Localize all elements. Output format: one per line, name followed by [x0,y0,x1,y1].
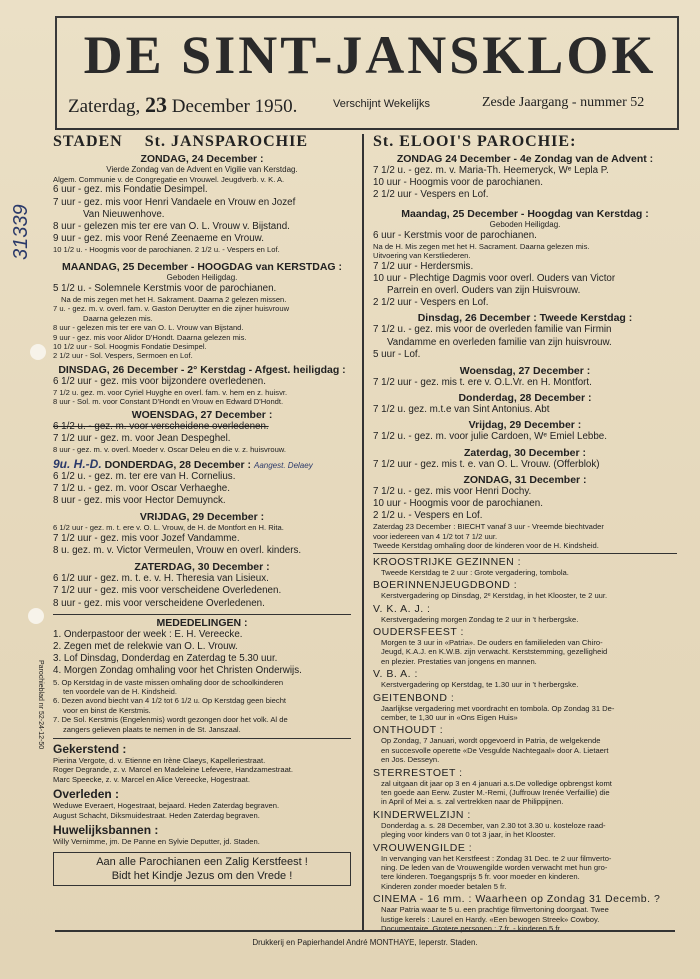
volume-number: Zesde Jaargang - nummer 52 [482,95,645,110]
mass-line: 7 1/2 u. - gez. m. voor Oscar Verhaeghe. [53,482,230,494]
mass-line: 10 1/2 u. - Hoogmis voor de parochianen. 2 1/2 u. - Vespers en Lof. [53,245,280,255]
association-line: Kerstvergadering morgen Zondag te 2 uur in 't herbergske. [381,614,579,624]
mass-line: 8 uur - Sol. m. voor Constant D'Hondt en Vrouw en Edward D'Hondt. [53,397,284,407]
association-line: Naar Patria waar te 5 u. een prachtige filmvertoning doorgaat. Twee [381,905,609,915]
greeting-line: Aan alle Parochianen een Zalig Kerstfeest ! [96,856,308,869]
mass-line: 2 1/2 uur - Vespers en Lof. [373,189,489,201]
association-line: Kinderen zonder moeder betalen 5 fr. [381,881,507,891]
day-heading: Woensdag, 27 December : [459,365,591,378]
greeting-line: Bidt het Kindje Jezus om den Vrede ! [111,870,293,883]
newspaper-title: DE SINT-JANSKLOK [83,25,657,85]
notice-line: 2. Zegen met de relekwie van O. L. Vrouw. [53,640,238,652]
mass-line: 9 uur - gez. mis voor René Zeenaeme en Vrouw. [53,233,264,245]
day-heading: ZONDAG, 31 December : [463,473,587,486]
association-heading: VROUWENGILDE : [373,841,473,854]
notice-line: voor en binst de Kerstmis. [63,705,151,715]
mass-line: 7 uur - gez. mis voor Henri Vandaele en Vrouw en Jozef [53,196,296,208]
mass-line: 8 uur - gez. mis voor verscheidene Overledenen. [53,597,265,609]
section-rule [53,738,351,739]
mass-line: 7 1/2 u. - gez. mis voor de overleden familie van Firmin [373,324,612,336]
day-heading: Donderdag, 28 December : [458,392,592,405]
handwritten-archive-number: 31339 [10,204,32,260]
left-header: STADEN St. JANSPAROCHIE [53,133,308,150]
baptisms-heading: Gekerstend : [53,741,127,756]
association-heading: STERRESTOET : [373,766,463,779]
printer-credit: Drukkerij en Papierhandel André MONTHAYE, Ieperstr. Staden. [252,938,478,947]
mass-line: 10 uur - Plechtige Dagmis voor overl. Ouders van Victor [373,272,616,284]
day-heading: VRIJDAG, 29 December : [139,511,265,524]
mass-line: 6 1/2 u. - gez. m. ter ere van H. Cornelius. [53,470,236,482]
notice-line: 3. Lof Dinsdag, Donderdag en Zaterdag te 5.30 uur. [53,653,278,665]
note-line: Uitvoering van Kerstliederen. [373,251,471,261]
mass-line: 8 uur - gez. mis voor Hector Demuynck. [53,495,226,507]
mass-line: 6 1/2 uur - gez. m. t. ere v. O. L. Vrouw, de H. de Montfort en H. Rita. [53,523,284,533]
notice-line: 5. Op Kerstdag in de vaste missen omhaling door de schoolkinderen [53,677,284,687]
day-heading: DINSDAG, 26 December - 2° Kerstdag - Afgest. heiligdag : [58,363,346,376]
association-line: Jeugd, K.A.J. en K.W.B. zijn verwacht. Kerststemming, gezelligheid [381,647,608,657]
record-line: Marc Speecke, z. v. Marcel en Alice Vereecke, Hogestraat. [53,774,250,784]
side-edition-note: Parochieblad nr 52-24-12-50 [37,660,44,750]
note-line: Tweede Kerstdag omhaling door de kinderen voor de H. Kindsheid. [373,541,599,551]
association-heading: KINDERWELZIJN : [373,808,471,821]
note-line: Geboden Heiligdag. [166,272,238,282]
day-heading: Maandag, 25 December - Hoogdag van Kerstdag : [401,207,649,220]
day-heading: Vrijdag, 29 December : [468,419,582,432]
right-column-st-elooi [373,133,677,933]
association-heading: GEITENBOND : [373,691,455,704]
association-heading: ONTHOUDT : [373,724,444,737]
mass-line: 7 1/2 uur - gez. mis voor verscheidene Overledenen. [53,585,282,597]
association-line: ten goede aan Eerw. Zuster M.-Remi, (Juffrouw Irenée Verfaillie) die [381,787,610,797]
association-heading: KROOSTRIJKE GEZINNEN : [373,555,522,568]
mass-line: 7 1/2 u. - gez. mis voor Henri Dochy. [373,485,532,497]
mass-line: 7 1/2 u. gez. m.t.e van Sint Antonius. Abt [373,404,550,416]
mass-line: 8 uur - gelezen mis ter ere van O. L. Vrouw v. Bijstand. [53,221,290,233]
association-heading: V. B. A. : [373,668,418,681]
association-line: tere kinderen. Toegangsprijs 5 fr. voor moeder en kinderen. [381,872,580,882]
mass-line: 8 uur - gez. m. v. overl. Moeder v. Oscar Deleu en die v. z. huisvrouw. [53,445,286,455]
issue-date: Zaterdag, 23 December 1950. [68,92,298,117]
note-line: Geboden Heiligdag. [489,219,561,229]
day-heading: ZONDAG 24 December - 4e Zondag van de Advent : [396,153,654,165]
association-line: en Jos. Desseyn. [381,755,440,765]
mass-line: 7 1/2 uur - gez. mis t. ere v. O.L.Vr. en H. Montfort. [373,377,592,389]
mass-line: 6 1/2 uur - gez. mis voor bijzondere overledenen. [53,375,266,387]
record-line: Weduwe Everaert, Hogestraat, bejaard. Heden Zaterdag begraven. [53,801,280,811]
dateline [68,92,668,118]
association-line: ning. De leden van de Vrouwengilde worden verwacht met hun gro- [381,863,608,872]
association-line: en plezier. Prestaties van jongens en mannen. [381,656,537,666]
mass-line: 2 1/2 uur - Vespers en Lof. [373,297,489,309]
notice-line: zangers gelieven plaats te nemen in de St. Janszaal. [63,724,241,734]
association-heading: OUDERSFEEST : [373,625,464,638]
mass-line: Van Nieuwenhove. [83,208,165,220]
note-line: voor iedereen van 4 1/2 tot 7 1/2 uur. [373,531,498,541]
association-line: Documentaire. Grotere personen : 7 fr. - kinderen 5 fr. [381,924,562,934]
association-line: lustige kerels : Laurel en Hardy. «Een bewogen Streek» Cowboy. [381,914,600,924]
mass-line: 8 uur - gelezen mis ter ere van O. L. Vrouw van Bijstand. [53,323,244,333]
record-line: Pierina Vergote, d. v. Etienne en Irène Claeys, Kapelleriestraat. [53,755,266,765]
column-separator [362,134,364,930]
note-line: Daarna gelezen mis. [83,313,153,323]
mass-line: 7 1/2 uur - gez. mis voor Jozef Vandamme. [53,532,240,544]
association-heading: BOERINNENJEUGDBOND : [373,579,518,592]
banns-heading: Huwelijksbannen : [53,823,159,838]
notice-line: 4. Morgen Zondag omhaling voor het Christen Onderwijs. [53,665,302,677]
association-line: Jaarlijkse vergadering met voordracht en tombola. Op Zondag 31 De- [381,703,615,713]
association-line: Kerstvergadering op Kerstdag, te 1.30 uur in 't herbergske. [381,680,579,690]
day-heading-annotated: 9u. H.-D. DONDERDAG, 28 December : Aangest. Delaey [53,456,313,471]
punch-hole-bottom [28,608,44,624]
association-line: Donderdag a. s. 28 December, van 2.30 tot 3.30 u. kosteloze raad- [381,820,606,830]
mass-line: 8 u. gez. m. v. Victor Vermeulen, Vrouw en overl. kinders. [53,544,302,556]
mass-line: 7 1/2 uur - Herdersmis. [373,260,474,272]
association-heading: V. K. A. J. : [373,602,431,615]
mass-line: 2 1/2 u. - Vespers en Lof. [373,510,483,522]
mass-line: Parrein en overl. Ouders van zijn Huisvrouw. [387,285,581,297]
frequency-label: Verschijnt Wekelijks [333,98,430,110]
mass-line: 7 u. - gez. m. v. overl. fam. v. Gaston Deruytter en die zijner huisvrouw [53,304,290,314]
mass-line: Vandamme en overleden familie van zijn huisvrouw. [387,336,612,348]
association-line: en succesvolle operette «De Vesgulde Nachtegaal» door A. Lietaert [381,745,609,755]
mass-line: 7 1/2 u. gez. m. voor Cyriel Huyghe en overl. fam. v. hem en z. huisvr. [53,388,288,398]
notice-line: 1. Onderpastoor der week : E. H. Vereecke. [53,628,243,640]
association-notices [373,556,677,934]
record-line: Willy Vernimme, jm. De Panne en Sylvie Deputter, jd. Staden. [53,837,260,847]
association-line: Morgen te 3 uur in «Patria». De ouders en familieleden van Chiro- [381,637,603,647]
deceased-heading: Overleden : [53,787,120,802]
association-line: Kerstvergadering op Dinsdag, 2ᵉ Kerstdag, in het Klooster, te 2 uur. [381,591,608,601]
day-heading: ZONDAG, 24 December : [140,153,264,165]
day-heading: WOENSDAG, 27 December : [131,408,273,421]
mass-line: 6 uur - Kerstmis voor de parochianen. [373,229,537,241]
day-heading: Zaterdag, 30 December : [464,446,586,459]
section-rule [373,553,677,554]
mass-line: 6 uur - gez. mis Fondatie Desimpel. [53,184,208,196]
footer-rule [55,930,675,932]
mass-line: 5 uur - Lof. [373,348,421,360]
mass-line: 7 1/2 uur - gez. m. voor Jean Despeghel. [53,433,231,445]
association-line: in April of Mei a. s. zal vertrekken naar de Philippijnen. [381,797,564,807]
mass-line: 10 1/2 uur - Sol. Hoogmis Fondatie Desimpel. [53,342,207,352]
note-line: Na de mis zegen met het H. Sakrament. Daarna 2 gelezen missen. [61,295,287,305]
notice-line: ten voordele van de H. Kindsheid. [63,686,177,696]
note-line: Na de H. Mis zegen met het H. Sacrament. Daarna gelezen mis. [373,241,590,251]
association-line: pleging voor kinders van 0 tot 3 jaar, in het Klooster. [381,830,556,840]
association-line: In vervanging van het Kerstfeest : Zondag 31 Dec. te 2 uur filmverto- [381,853,612,863]
notice-line: 7. De Sol. Kerstmis (Engelenmis) wordt gezongen door het volk. Al de [53,715,288,725]
mass-line: 5 1/2 u. - Solemnele Kerstmis voor de parochianen. [53,282,277,294]
association-line: zal uitgaan dit jaar op 3 en 4 januari a.s.De volledige opbrengst komt [381,778,612,788]
punch-hole-top [30,344,46,360]
mass-line: 7 1/2 u. - gez. m. voor julie Cardoen, Wᵉ Emiel Lebbe. [373,431,607,443]
day-heading: MAANDAG, 25 December - HOOGDAG van KERSTDAG : [61,260,343,273]
notices-heading: MEDEDELINGEN : [156,616,248,629]
association-heading: CINEMA - 16 mm. : Waarheen op Zondag 31 Decemb. ? [373,893,661,906]
struck-mass-line: 6 1/2 u. - gez. m. voor verscheidene overledenen. [53,420,269,432]
association-line: Op Zondag, 7 Januari, wordt opgevoerd in Patria, de welgekende [381,736,601,746]
mass-line: 10 uur - Hoogmis voor de parochianen. [373,177,543,189]
notice-line: 6. Dezen avond biecht van 4 1/2 tot 6 1/2 u. Op Kerstdag geen biecht [53,696,287,706]
section-rule [53,614,351,615]
mass-line: 10 uur - Hoogmis voor de parochianen. [373,498,543,510]
note-line: Algem. Communie v. de Congregatie en Vrouwel. Jeugdverb. v. K. A. [53,175,285,184]
association-line: cember, te 1,30 uur in «Ons Eigen Huis» [381,712,518,722]
record-line: Roger Degrande, z. v. Marcel en Madeleine Lefevere, Handzamestraat. [53,765,294,775]
christmas-greeting-box [53,852,351,886]
note-line: Zaterdag 23 December : BIECHT vanaf 3 uur - Vreemde biechtvader [373,522,604,532]
mass-line: 6 1/2 uur - gez. m. t. e. v. H. Theresia van Lisieux. [53,573,269,585]
association-line: Tweede Kerstdag te 2 uur : Grote vergadering, tombola. [381,567,569,577]
record-line: August Schacht, Diksmuidestraat. Heden Zaterdag begraven. [53,810,260,820]
header-rule [55,128,675,130]
day-heading: Dinsdag, 26 December : Tweede Kerstdag : [417,312,633,325]
right-header: St. ELOOI'S PAROCHIE: [373,133,577,150]
note-line: Vierde Zondag van de Advent en Vigilie van Kerstdag. [106,165,298,174]
left-column-staden [53,133,351,886]
day-heading: ZATERDAG, 30 December : [134,561,270,574]
mass-line: 7 1/2 u. - gez. m. v. Maria-Th. Heemeryck, Wᵉ Lepla P. [373,165,609,176]
mass-line: 7 1/2 uur - gez. mis t. e. van O. L. Vrouw. (Offerblok) [373,458,600,470]
mass-line: 2 1/2 uur - Sol. Vespers, Sermoen en Lof. [53,351,193,361]
mass-line: 9 uur - gez. mis voor Alidor D'Hondt. Daarna gelezen mis. [53,332,247,342]
